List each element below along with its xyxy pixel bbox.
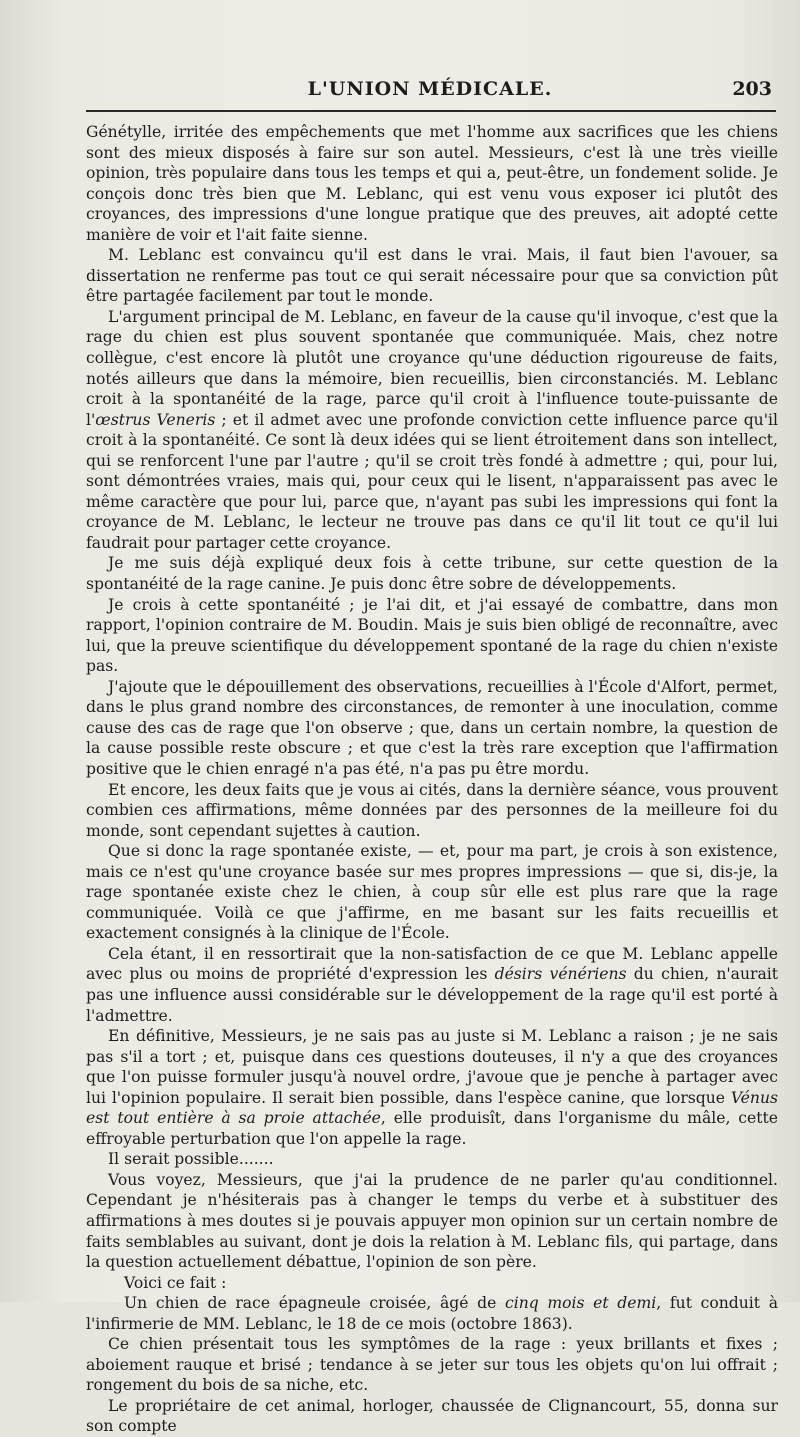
text-run: , elle produisît, dans l'organisme du mâle, cette effroyable perturbation que l'on appelle la rage. bbox=[86, 1109, 778, 1148]
text-run: du chien, n'aurait pas une influence aussi considérable sur le développement de la rage qu'il est porté à l'admettre. bbox=[86, 965, 779, 1025]
running-title: L'UNION MÉDICALE. bbox=[307, 78, 553, 100]
paragraph bbox=[86, 780, 778, 842]
paragraph bbox=[86, 1149, 778, 1170]
paragraph bbox=[86, 1170, 778, 1273]
text-run: J'ajoute que le dépouillement des observations, recueillies à l'École d'Alfort, permet, dans le plus grand nombre des circonstances, de remonter à une inoculation, comme cause des cas de rage que l'on observe ; que, dans un certain nombre, la question de la cause possible reste obscure ; et que c'est la très rare exception que l'affirmation positive que le chien enragé n'a pas été, n'a pas pu être mordu. bbox=[86, 677, 778, 778]
text-run: Et encore, les deux faits que je vous ai cités, dans la dernière séance, vous prouvent combien ces affirmations, même données par des personnes de la meilleure foi du monde, sont cependant sujettes à caution. bbox=[86, 780, 778, 840]
text-run: M. Leblanc est convaincu qu'il est dans le vrai. Mais, il faut bien l'avouer, sa dissertation ne renferme pas tout ce qui serait nécessaire pour que sa conviction pût être partagée facilement par tout le monde. bbox=[86, 246, 778, 306]
paragraph bbox=[86, 1273, 778, 1294]
running-header bbox=[86, 74, 774, 108]
text-run: Ce chien présentait tous les symptômes de la rage : yeux brillants et fixes ; aboiement rauque et brisé ; tendance à se jeter sur tous les objets qu'on lui offrait ; rongement du bois de sa niche, etc. bbox=[86, 1335, 778, 1395]
text-run: ; et il admet avec une profonde conviction cette influence parce qu'il croit à la spontanéité. Ce sont là deux idées qui se lient étroitement dans son intellect, qui se renforcent l'une par l'autre ; qu'il se croit très fondé à admettre ; qui, pour lui, sont démontrées vraies, mais qui, pour ceux qui le lisent, n'apparaissent pas avec le même caractère que pour lui, parce que, n'ayant pas subi les impressions qui font la croyance de M. Leblanc, le lecteur ne trouve pas dans ce qu'il lit tout ce qu'il lui faudrait pour partager cette croyance. bbox=[86, 410, 778, 552]
body-text bbox=[86, 122, 778, 1437]
italic-text: désirs vénériens bbox=[494, 965, 627, 984]
text-run: Je me suis déjà expliqué deux fois à cette tribune, sur cette question de la spontanéité de la rage canine. Je puis donc être sobre de développements. bbox=[86, 554, 778, 594]
text-run: Que si donc la rage spontanée existe, — et, pour ma part, je crois à son existence, mais ce n'est qu'une croyance basée sur mes propres impressions — que si, dis-je, la rage spontanée existe chez le chien, à coup sûr elle est plus rare que la rage communiquée. Voilà ce que j'affirme, en me basant sur les faits recueillis et exactement consignés à la clinique de l'École. bbox=[86, 842, 778, 943]
text-run: , fut conduit à l'infirmerie de MM. Leblanc, le 18 de ce mois (octobre 1863). bbox=[86, 1294, 778, 1333]
paragraph bbox=[86, 595, 778, 677]
paragraph bbox=[86, 841, 778, 944]
text-run: L'argument principal de M. Leblanc, en faveur de la cause qu'il invoque, c'est que la rage du chien est plus souvent spontanée que communiquée. Mais, chez notre collègue, c'est encore là plutôt une croyance qu'une déduction rigoureuse de faits, notés ailleurs que dans la mémoire, bien recueillis, bien circonstanciés. M. Leblanc croit à la spontanéité de la rage, parce qu'il croit à l'influence toute-puissante de l' bbox=[86, 307, 778, 429]
paragraph bbox=[86, 1026, 778, 1149]
page-number: 203 bbox=[732, 78, 772, 100]
paragraph bbox=[86, 245, 778, 307]
paragraph bbox=[86, 1396, 778, 1437]
text-run: Je crois à cette spontanéité ; je l'ai dit, et j'ai essayé de combattre, dans mon rapport, l'opinion contraire de M. Boudin. Mais je suis bien obligé de reconnaître, avec lui, que la preuve scientifique du développement spontané de la rage du chien n'existe pas. bbox=[86, 595, 778, 676]
text-run: Un chien de race épagneule croisée, âgé de bbox=[124, 1294, 505, 1313]
italic-text: Vénus est tout entière à sa proie attachée bbox=[86, 1088, 778, 1128]
text-run: Le propriétaire de cet animal, horloger, chaussée de Clignancourt, 55, donna sur son compte bbox=[86, 1396, 778, 1436]
text-run: Cela étant, il en ressortirait que la non-satisfaction de ce que M. Leblanc appelle avec plus ou moins de propriété d'expression les bbox=[86, 944, 778, 984]
paragraph bbox=[86, 1334, 778, 1396]
text-run: Génétylle, irritée des empêchements que met l'homme aux sacrifices que les chiens sont des mieux disposés à faire sur son autel. Messieurs, c'est là une très vieille opinion, très populaire dans tous les temps et qui a, peut-être, un fondement solide. Je conçois donc très bien que M. Leblanc, qui est venu vous exposer ici plutôt des croyances, des impressions d'une longue pratique que des preuves, ait adopté cette manière de voir et l'ait faite sienne. bbox=[86, 123, 778, 244]
paragraph bbox=[86, 307, 778, 554]
paragraph bbox=[86, 677, 778, 780]
italic-text: œstrus Veneris bbox=[95, 410, 216, 429]
paragraph bbox=[86, 122, 778, 245]
text-run: Voici ce fait : bbox=[124, 1273, 227, 1292]
text-run: Vous voyez, Messieurs, que j'ai la prudence de ne parler qu'au conditionnel. Cependant je n'hésiterais pas à changer le temps du verbe et à substituer des affirmations à mes doutes si je pouvais appuyer mon opinion sur un certain nombre de faits semblables au suivant, dont je dois la relation à M. Leblanc fils, qui partage, dans la question actuellement débattue, l'opinion de son père. bbox=[86, 1170, 778, 1272]
text-run: Il serait possible....... bbox=[108, 1150, 274, 1169]
paragraph bbox=[86, 1293, 778, 1334]
text-run: En définitive, Messieurs, je ne sais pas au juste si M. Leblanc a raison ; je ne sais pas s'il a tort ; et, puisque dans ces questions douteuses, il n'y a que des croyances que l'on puisse formuler jusqu'à nouvel ordre, j'avoue que je penche à partager avec lui l'opinion populaire. Il serait bien possible, dans l'espèce canine, que lorsque bbox=[86, 1027, 778, 1107]
italic-text: cinq mois et demi bbox=[504, 1294, 657, 1313]
paragraph bbox=[86, 553, 778, 594]
header-rule bbox=[86, 110, 776, 112]
paragraph bbox=[86, 944, 778, 1026]
